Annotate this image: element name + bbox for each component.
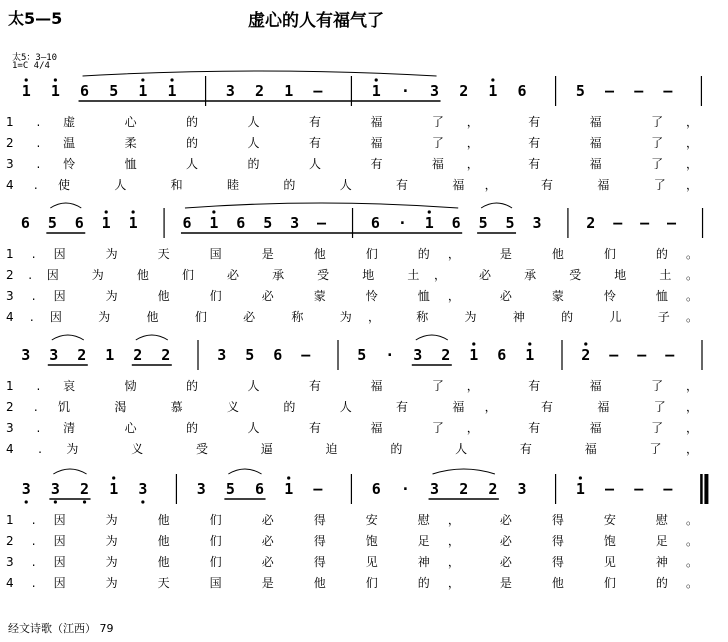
note-digit: 3 <box>50 480 60 498</box>
octave-dot-above <box>170 78 173 81</box>
lyric-line: 3.因 为 他 们 必 蒙 怜 恤， 必 蒙 怜 恤。 <box>6 289 699 303</box>
octave-dot-above <box>25 78 28 81</box>
note-digit: 6 <box>236 214 246 232</box>
hold-dash: – <box>663 480 673 498</box>
note-digit: 2 <box>581 346 591 364</box>
note-digit: 1 <box>575 480 585 498</box>
note-digit: 2 <box>459 82 469 100</box>
note-digit: 3 <box>225 82 235 100</box>
note-digit: 1 <box>284 480 294 498</box>
octave-dot-above <box>112 476 115 479</box>
note-digit: 1 <box>525 346 535 364</box>
octave-dot-above <box>491 78 494 81</box>
note-digit: 2 <box>255 82 265 100</box>
lyric-line: 1.虚 心 的 人 有 福 了， 有 福 了， <box>6 115 698 129</box>
note-digit: 2 <box>488 480 498 498</box>
octave-dot-above <box>428 210 431 213</box>
octave-dot-below <box>141 500 144 503</box>
hold-dash: – <box>313 480 323 498</box>
octave-dot-below <box>25 500 28 503</box>
octave-dot-above <box>375 78 378 81</box>
note-digit: 2 <box>459 480 469 498</box>
lyric-line: 4.因 为 他 们 必 称 为， 称 为 神 的 儿 子。 <box>6 310 698 324</box>
note-digit: 1 <box>488 82 498 100</box>
note-digit: 6 <box>497 346 507 364</box>
lyric-line: 2.饥 渴 慕 义 的 人 有 福， 有 福 了， <box>6 400 698 414</box>
slur <box>433 469 495 474</box>
note-digit: 5 <box>505 214 515 232</box>
slur <box>185 203 458 208</box>
note-digit: 3 <box>532 214 542 232</box>
octave-dot-above <box>472 342 475 345</box>
note-digit: 3 <box>413 346 423 364</box>
hold-dash: – <box>663 82 673 100</box>
note-digit: 5 <box>47 214 57 232</box>
octave-dot-above <box>54 78 57 81</box>
lyric-line: 1.因 为 天 国 是 他 们 的， 是 他 们 的。 <box>6 247 699 261</box>
note-digit: 5 <box>225 480 235 498</box>
hold-dash: – <box>605 82 615 100</box>
lyric-line: 3.怜 恤 人 的 人 有 福， 有 福 了， <box>6 157 698 171</box>
hold-dash: – <box>665 346 675 364</box>
note-digit: 5 <box>575 82 585 100</box>
augmentation-dot: · <box>385 346 395 364</box>
octave-dot-above <box>287 476 290 479</box>
note-digit: 1 <box>109 480 119 498</box>
lyric-line: 2.温 柔 的 人 有 福 了， 有 福 了， <box>6 136 698 150</box>
note-digit: 1 <box>209 214 219 232</box>
slur <box>52 335 84 340</box>
hold-dash: – <box>637 346 647 364</box>
lyric-line: 1.因 为 他 们 必 得 安 慰， 必 得 安 慰。 <box>6 513 699 527</box>
note-digit: 1 <box>371 82 381 100</box>
augmentation-dot: · <box>397 214 407 232</box>
lyric-line: 4.为 义 受 逼 迫 的 人 有 福 了， <box>6 442 699 456</box>
augmentation-dot: · <box>400 480 410 498</box>
note-digit: 3 <box>49 346 59 364</box>
note-digit: 2 <box>77 346 87 364</box>
note-digit: 5 <box>109 82 119 100</box>
lyric-line: 3.清 心 的 人 有 福 了， 有 福 了， <box>6 421 698 435</box>
lyric-line: 2.因 为 他 们 必 承 受 地 土， 必 承 受 地 土。 <box>6 268 698 282</box>
octave-dot-above <box>105 210 108 213</box>
note-digit: 6 <box>370 214 380 232</box>
slur <box>83 71 437 76</box>
lyric-line: 2.因 为 他 们 必 得 饱 足， 必 得 饱 足。 <box>6 534 699 548</box>
note-digit: 6 <box>273 346 283 364</box>
octave-dot-above <box>212 210 215 213</box>
augmentation-dot: · <box>400 82 410 100</box>
hold-dash: – <box>634 480 644 498</box>
footer-source: 经文诗歌（江西） 79 <box>8 622 114 635</box>
note-digit: 6 <box>80 82 90 100</box>
note-digit: 3 <box>138 480 148 498</box>
note-digit: 5 <box>245 346 255 364</box>
note-digit: 1 <box>128 214 138 232</box>
note-digit: 1 <box>167 82 177 100</box>
music-system <box>6 203 703 324</box>
slur <box>50 203 81 208</box>
octave-dot-above <box>584 342 587 345</box>
note-digit: 3 <box>21 480 31 498</box>
hold-dash: – <box>605 480 615 498</box>
note-digit: 3 <box>217 346 227 364</box>
hold-dash: – <box>667 214 677 232</box>
note-digit: 6 <box>182 214 192 232</box>
note-digit: 5 <box>263 214 273 232</box>
note-digit: 1 <box>424 214 434 232</box>
slur <box>481 203 512 208</box>
music-system <box>6 71 701 192</box>
note-digit: 3 <box>290 214 300 232</box>
note-digit: 6 <box>451 214 461 232</box>
music-system <box>6 335 702 456</box>
octave-dot-above <box>132 210 135 213</box>
note-digit: 3 <box>517 480 527 498</box>
note-digit: 1 <box>284 82 294 100</box>
octave-dot-above <box>579 476 582 479</box>
note-digit: 5 <box>478 214 488 232</box>
note-digit: 3 <box>196 480 206 498</box>
hold-dash: – <box>313 82 323 100</box>
note-digit: 1 <box>138 82 148 100</box>
octave-dot-below <box>83 500 86 503</box>
note-digit: 1 <box>21 82 31 100</box>
note-digit: 6 <box>74 214 84 232</box>
note-digit: 2 <box>586 214 596 232</box>
note-digit: 5 <box>357 346 367 364</box>
note-digit: 1 <box>469 346 479 364</box>
octave-dot-above <box>528 342 531 345</box>
note-digit: 6 <box>255 480 265 498</box>
music-system <box>6 469 706 590</box>
slur <box>53 469 86 474</box>
note-digit: 2 <box>133 346 143 364</box>
reference-label: 太5—5 <box>8 9 63 28</box>
song-title: 虚心的人有福气了 <box>248 11 384 31</box>
key-time-signature: 1=C 4/4 <box>12 61 50 71</box>
note-digit: 1 <box>50 82 60 100</box>
note-digit: 1 <box>101 214 111 232</box>
note-digit: 3 <box>21 346 31 364</box>
scripture-reference: 太5：3—10 <box>12 53 58 63</box>
hold-dash: – <box>609 346 619 364</box>
hold-dash: – <box>317 214 327 232</box>
hold-dash: – <box>613 214 623 232</box>
hold-dash: – <box>640 214 650 232</box>
note-digit: 3 <box>430 82 440 100</box>
note-digit: 6 <box>20 214 30 232</box>
lyric-line: 1.哀 恸 的 人 有 福 了， 有 福 了， <box>6 379 698 393</box>
note-digit: 2 <box>441 346 451 364</box>
note-digit: 3 <box>430 480 440 498</box>
lyric-line: 4.因 为 天 国 是 他 们 的， 是 他 们 的。 <box>6 576 699 590</box>
slur <box>416 335 448 340</box>
note-digit: 2 <box>161 346 171 364</box>
hold-dash: – <box>301 346 311 364</box>
note-digit: 2 <box>80 480 90 498</box>
slur <box>228 469 261 474</box>
octave-dot-above <box>141 78 144 81</box>
note-digit: 1 <box>105 346 115 364</box>
lyric-line: 3.因 为 他 们 必 得 见 神， 必 得 见 神。 <box>6 555 699 569</box>
hold-dash: – <box>634 82 644 100</box>
slur <box>136 335 168 340</box>
lyric-line: 4.使 人 和 睦 的 人 有 福， 有 福 了， <box>6 178 698 192</box>
note-digit: 6 <box>371 480 381 498</box>
octave-dot-below <box>54 500 57 503</box>
note-digit: 6 <box>517 82 527 100</box>
